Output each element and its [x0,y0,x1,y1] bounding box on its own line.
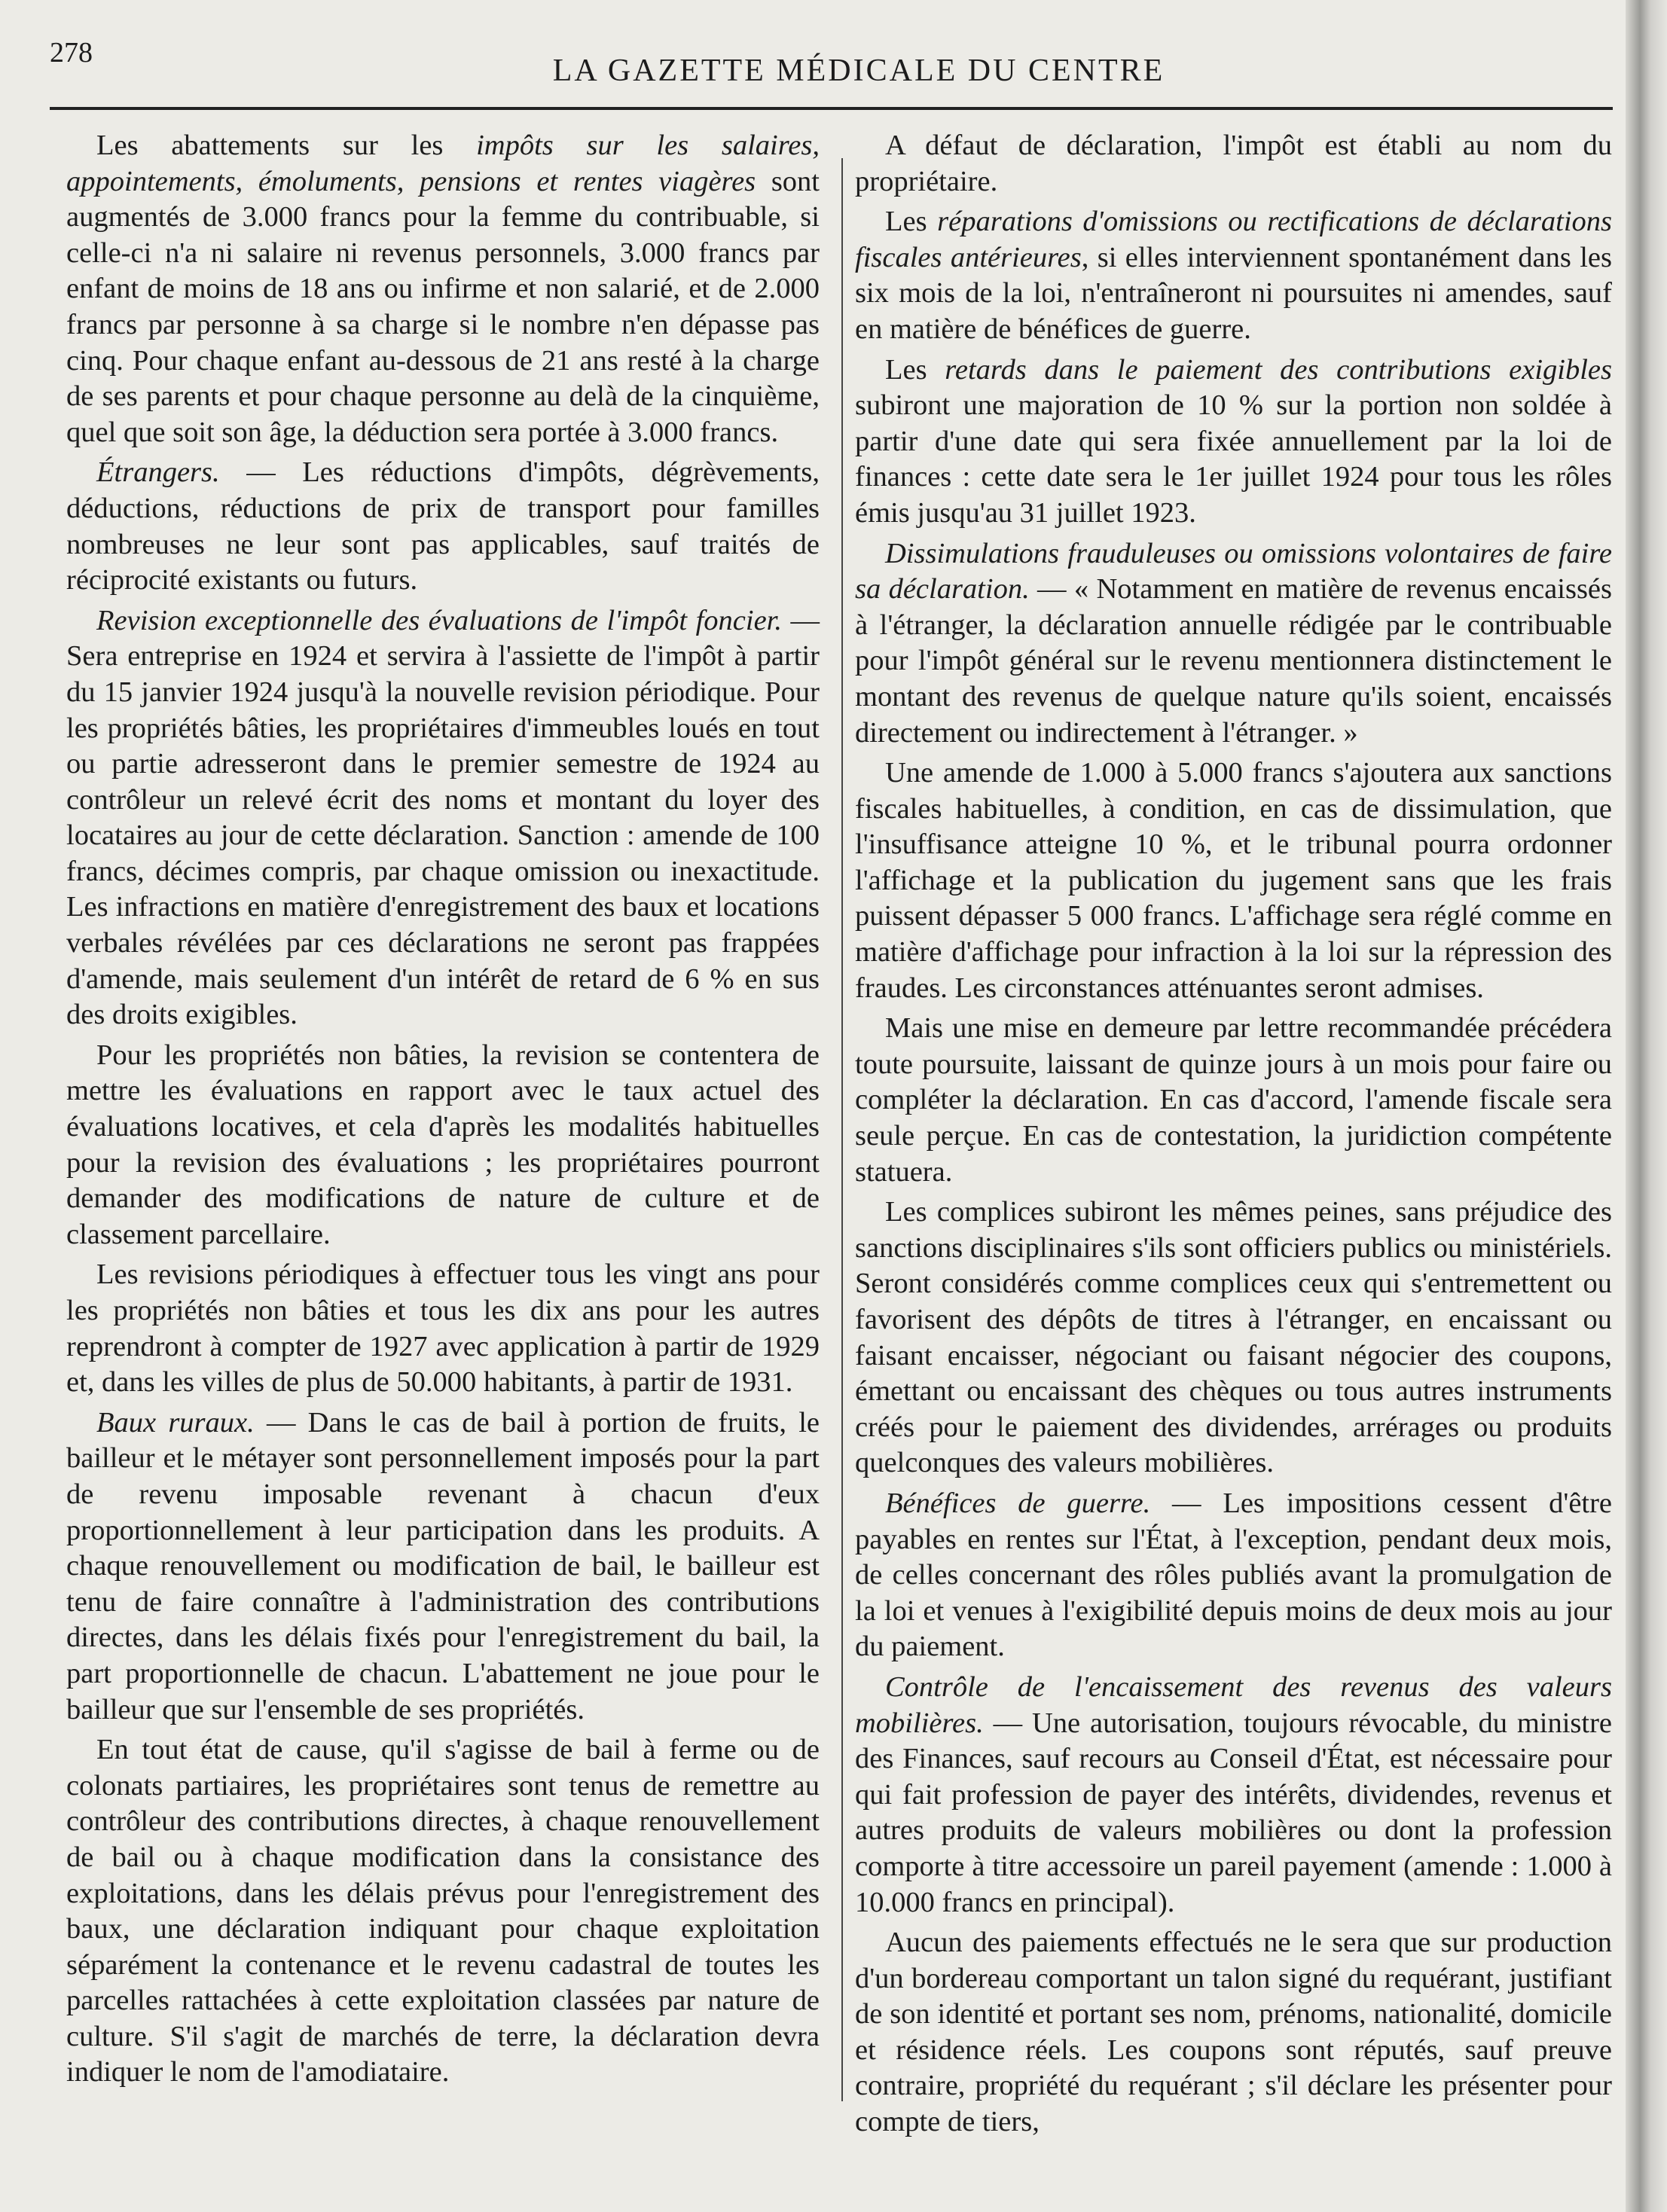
paragraph-reparations: Les réparations d'omissions ou rectifications de déclarations fiscales antérieures, si elles interviennent spontanément dans les six mois de la loi, n'entraîneront ni poursuites ni amendes, sauf en matière de bénéfices de guerre. [855,206,1612,345]
paragraph: A défaut de déclaration, l'impôt est établi au nom du propriétaire. [855,130,1612,197]
paragraph-baux-ruraux: Baux ruraux. — Dans le cas de bail à portion de fruits, le bailleur et le métayer sont personnellement imposés pour la part de revenu imposable revenant à chacun d'eux proportionnellement à leur participation dans les produits. A chaque renouvellement ou modification de bail, le bailleur est tenu de faire connaître à l'administration des contributions directes, dans les délais fixés pour l'enregistrement du bail, la part proportionnelle de chacun. L'abattement ne joue pour le bailleur que sur l'ensemble de ses propriétés. [66,1406,820,1725]
paragraph-controle-encaissement: Contrôle de l'encaissement des revenus des valeurs mobilières. — Une autorisation, toujours révocable, du ministre des Finances, sauf recours au Conseil d'État, est nécessaire pour qui fait profession de payer des intérêts, dividendes, revenus et autres produits de valeurs mobilières ou dont la profession comporte à titre accessoire un pareil payement (amende : 1.000 à 10.000 francs en principal). [855,1670,1612,1918]
left-column [66,128,820,2095]
paragraph: Mais une mise en demeure par lettre recommandée précédera toute poursuite, laissant de quinze jours à un mois pour faire ou compléter la déclaration. En cas d'accord, l'amende fiscale sera seule perçue. En cas de contestation, la juridiction compétente statuera. [855,1012,1612,1188]
column-divider [841,158,843,2101]
paragraph-etrangers: Étrangers. — Les réductions d'impôts, dégrèvements, déductions, réductions de prix de transport pour familles nombreuses ne leur sont pas applicables, sauf traités de réciprocité existants ou futurs. [66,456,820,596]
paragraph-retards: Les retards dans le paiement des contributions exigibles subiront une majoration de 10 % sur la portion non soldée à partir d'une date qui sera fixée annuellement par la loi de finances : cette date sera le 1er juillet 1924 pour tous les rôles émis jusqu'au 31 juillet 1923. [855,353,1613,529]
paragraph: En tout état de cause, qu'il s'agisse de bail à ferme ou de colonats partiaires, les propriétaires sont tenus de remettre au contrôleur des contributions directes, à chaque renouvellement de bail ou à chaque modification dans la consistance des exploitations, dans les délais prévus pour l'enregistrement des baux, une déclaration indiquant pour chaque exploitation séparément la contenance et le revenu cadastral de toutes les parcelles rattachées à cette exploitation classées par nature de culture. S'il s'agit de marchés de terre, la déclaration devra indiquer le nom de l'amodiataire. [66,1734,820,2088]
journal-title: LA GAZETTE MÉDICALE DU CENTRE [552,53,1165,88]
page-binding-edge [1626,0,1667,2212]
page-number: 278 [50,37,93,69]
paragraph: Pour les propriétés non bâties, la revision se contentera de mettre les évaluations en rapport avec le taux actuel des évaluations locatives, et cela d'après les modalités habituelles pour la revision des évaluations ; les propriétaires pourront demander des modifications de nature de culture et de classement parcellaire. [66,1039,820,1250]
paragraph: Les abattements sur les impôts sur les salaires, appointements, émoluments, pensions et rentes viagères sont augmentés de 3.000 francs pour la femme du contribuable, si celle-ci n'a ni salaire ni revenus personnels, 3.000 francs par enfant de moins de 18 ans ou infirme et non salarié, et de 2.000 francs par personne à sa charge si le nombre n'en dépasse pas cinq. Pour chaque enfant au-dessous de 21 ans resté à la charge de ses parents et pour chaque personne au delà de la cinquième, quel que soit son âge, la déduction sera portée à 3.000 francs. [66,130,820,448]
header-rule [50,107,1613,110]
paragraph: Les complices subiront les mêmes peines, sans préjudice des sanctions disciplinaires s'ils sont officiers publics ou ministériels. Seront considérés comme complices ceux qui s'entremettent ou favorisent des dépôts de titres à l'étranger, en encaissant ou faisant encaisser, négociant ou faisant négocier des coupons, émettant ou encaissant des chèques ou tous autres instruments créés pour le paiement des dividendes, arrérages ou produits quelconques des valeurs mobilières. [855,1196,1612,1479]
right-column [855,128,1612,2145]
paragraph: Une amende de 1.000 à 5.000 francs s'ajoutera aux sanctions fiscales habituelles, à condition, en cas de dissimulation, que l'insuffisance atteigne 10 %, et le tribunal pourra ordonner l'affichage et la publication du jugement sans que les frais puissent dépasser 5 000 francs. L'affichage sera réglé comme en matière d'affichage pour infraction à la loi sur la répression des fraudes. Les circonstances atténuantes seront admises. [855,757,1612,1004]
paragraph-dissimulations: Dissimulations frauduleuses ou omissions volontaires de faire sa déclaration. — « Notamment en matière de revenus encaissés à l'étranger, la déclaration annuelle rédigée par le contribuable pour l'impôt général sur le revenu mentionnera distinctement le montant des revenus de quelque nature qu'ils soient, encaissés directement ou indirectement à l'étranger. » [855,537,1613,749]
paragraph: Aucun des paiements effectués ne le sera que sur production d'un bordereau comportant un talon signé du requérant, justifiant de son identité et portant ses nom, prénoms, nationalité, domicile et résidence réels. Les coupons sont réputés, sauf preuve contraire, propriété du requérant ; s'il déclare les présenter pour compte de tiers, [855,1927,1612,2138]
paragraph-benefices-guerre: Bénéfices de guerre. — Les impositions cessent d'être payables en rentes sur l'État, à l'exception, pendant deux mois, de celles concernant des rôles publiés avant la promulgation de la loi et venues à l'exigibilité depuis moins de deux mois au jour du paiement. [855,1487,1613,1663]
paragraph-revision-fonciere: Revision exceptionnelle des évaluations de l'impôt foncier. — Sera entreprise en 1924 et servira à l'assiette de l'impôt à partir du 15 janvier 1924 jusqu'à la nouvelle revision périodique. Pour les propriétés bâties, les propriétaires d'immeubles loués en tout ou partie adresseront dans le premier semestre de 1924 au contrôleur un relevé écrit des noms et montant du loyer des locataires au jour de cette déclaration. Sanction : amende de 100 francs, décimes compris, par chaque omission ou inexactitude. Les infractions en matière d'enregistrement des baux et locations verbales révélées par ces déclarations ne seront pas frappées d'amende, mais seulement d'un intérêt de retard de 6 % en sus des droits exigibles. [66,604,820,1031]
paragraph: Les revisions périodiques à effectuer tous les vingt ans pour les propriétés non bâties et tous les dix ans pour les autres reprendront à compter de 1927 avec application à partir de 1929 et, dans les villes de plus de 50.000 habitants, à partir de 1931. [66,1259,820,1399]
